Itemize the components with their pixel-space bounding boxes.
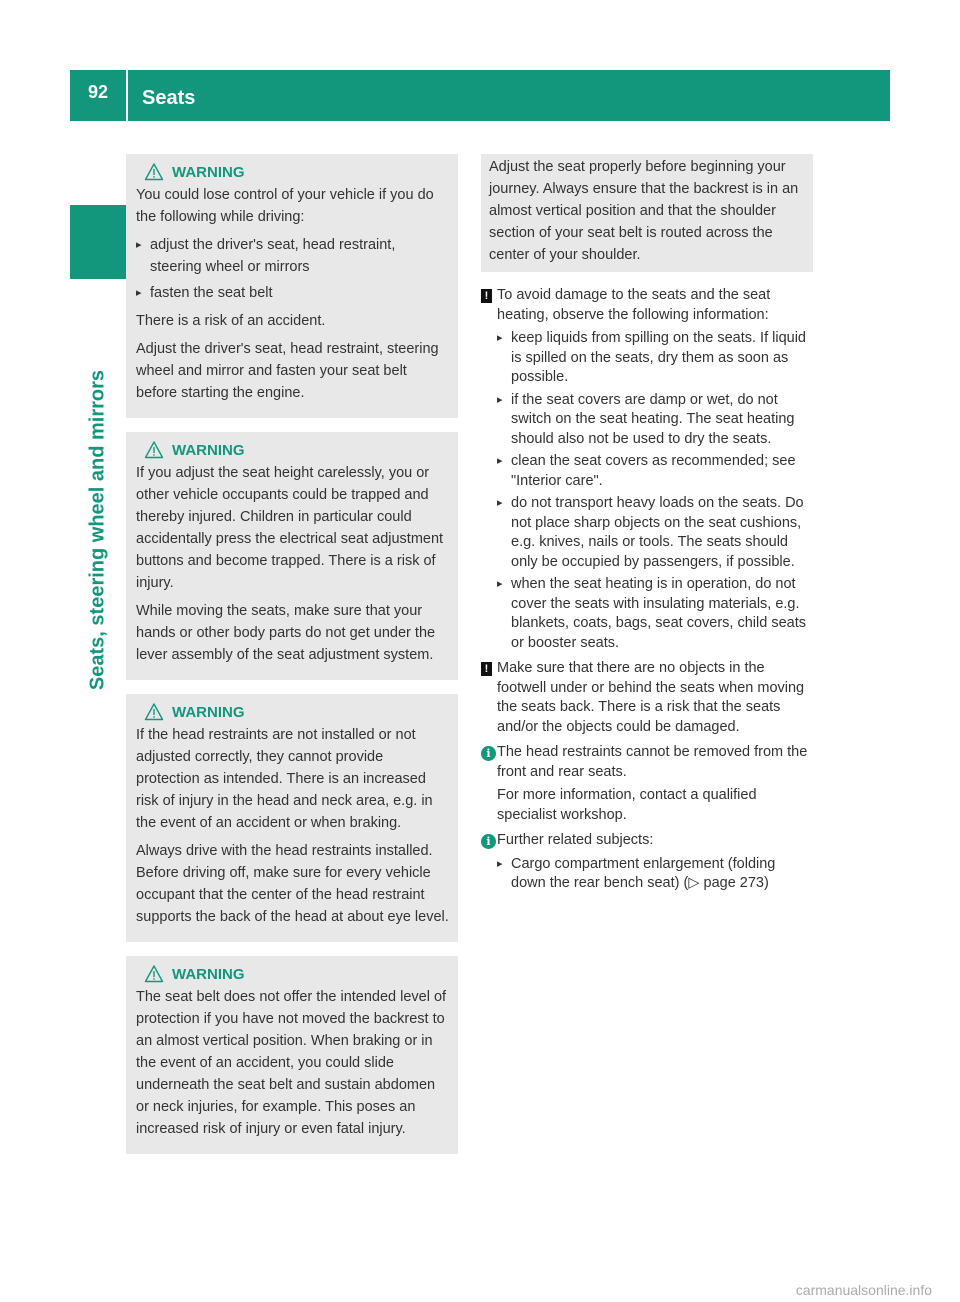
section-title: Seats [142,87,196,109]
warning-box [126,154,458,418]
paragraph: If you adjust the seat height carelessly, you or other vehicle occupants could be trapped and thereby injured. Children in particular could accidentally press the electrical seat adjustment buttons and become trapped. There is a risk of injury. [136,465,444,591]
left-column [126,154,458,1168]
paragraph: The head restraints cannot be removed from the front and rear seats. [497,744,808,780]
info-icon: i [481,834,496,849]
warning-box [126,956,458,1154]
bullet-list [497,329,813,653]
header-divider [126,70,128,121]
warning-title: WARNING [172,703,245,721]
bullet-item: ▸ adjust the driver's seat, head restraint, steering wheel or mirrors [136,234,450,278]
paragraph: For more information, contact a qualified specialist workshop. [497,787,757,823]
paragraph: Always drive with the head restraints installed. Before driving off, make sure for every vehicle occupant that the center of the head restraint supports the back of the head at about eye level. [136,843,449,925]
note-text: Adjust the seat properly before beginning your journey. Always ensure that the backrest is in an almost vertical position and that the shoulder section of your seat belt is routed across the center of your shoulder. [489,159,799,263]
paragraph: While moving the seats, make sure that your hands or other body parts do not get under the lever assembly of the seat adjustment system. [136,603,436,663]
page-number: 92 [87,82,109,102]
note-box [481,154,813,272]
warning-box [126,694,458,942]
exclamation-icon: ! [481,289,492,303]
bullet-item: ▸ when the seat heating is in operation, do not cover the seats with insulating materials, e.g. blankets, coats, bags, seat covers, child seats or booster seats. [497,575,813,653]
paragraph: Make sure that there are no objects in the footwell under or behind the seats when moving the seats back. There is a risk that the seats and/or the objects could be damaged. [497,660,805,735]
paragraph: Further related subjects: [497,832,654,848]
warning-triangle-icon [144,162,164,182]
paragraph: You could lose control of your vehicle if you do the following while driving: [136,187,434,225]
caution-note [481,659,813,737]
warning-title: WARNING [172,965,245,983]
bullet-list [136,234,450,304]
paragraph: If the head restraints are not installed or not adjusted correctly, they cannot provide protection as intended. There is an increased risk of injury in the head and neck area, e.g. in the event of an accident or when braking. [136,727,433,831]
notice-list [481,286,813,894]
warning-box [126,432,458,680]
bullet-item: ▸ clean the seat covers as recommended; see "Interior care". [497,452,813,491]
bullet-item: ▸ Cargo compartment enlargement (folding down the rear bench seat) (▷ page 273) [497,855,813,894]
info-note [481,831,813,894]
chapter-tab [70,205,126,279]
bullet-item: ▸ if the seat covers are damp or wet, do not switch on the seat heating. The seat heating should also not be used to dry the seats. [497,391,813,450]
bullet-item: ▸ fasten the seat belt [136,282,450,304]
warning-triangle-icon [144,702,164,722]
exclamation-icon: ! [481,662,492,676]
watermark: carmanualsonline.info [795,1282,932,1298]
warning-triangle-icon [144,440,164,460]
right-column [481,154,813,900]
warning-header [136,438,450,462]
paragraph: There is a risk of an accident. [136,313,326,329]
bullet-item: ▸ keep liquids from spilling on the seats. If liquid is spilled on the seats, dry them as soon as possible. [497,329,813,388]
warning-header [136,160,450,184]
warning-header [136,962,450,986]
warning-header [136,700,450,724]
caution-note [481,286,813,653]
chapter-label: Seats, steering wheel and mirrors [86,369,109,691]
paragraph: To avoid damage to the seats and the seat heating, observe the following information: [497,287,771,323]
bullet-list [497,855,813,894]
warning-title: WARNING [172,163,245,181]
paragraph: Adjust the driver's seat, head restraint, steering wheel and mirror and fasten your seat belt before starting the engine. [136,341,439,401]
warning-triangle-icon [144,964,164,984]
paragraph: The seat belt does not offer the intended level of protection if you have not moved the backrest to an almost vertical position. When braking or in the event of an accident, you could slide underneath the seat belt and sustain abdomen or neck injuries, for example. This poses an increased risk of injury or even fatal injury. [136,989,447,1137]
info-icon: i [481,746,496,761]
info-note [481,743,813,825]
bullet-item: ▸ do not transport heavy loads on the seats. Do not place sharp objects on the seat cushions, e.g. knives, nails or tools. The seats should only be occupied by passengers, if possible. [497,494,813,572]
warning-title: WARNING [172,441,245,459]
